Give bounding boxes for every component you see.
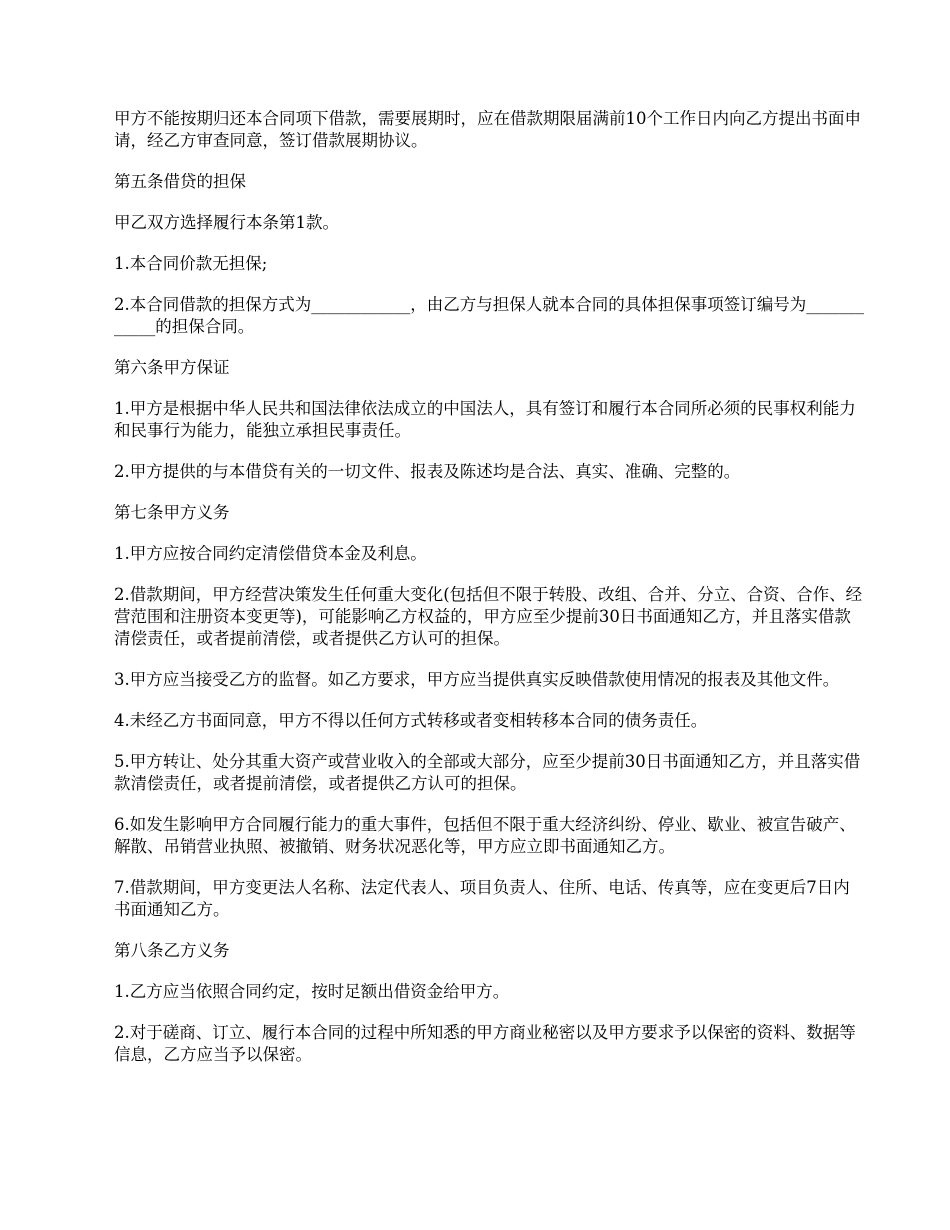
paragraph-article-8-item-2: 2.对于磋商、订立、履行本合同的过程中所知悉的甲方商业秘密以及甲方要求予以保密的资料、数据等信息，乙方应当予以保密。 [114,1023,856,1064]
paragraph-article-7-item-3: 3.甲方应当接受乙方的监督。如乙方要求，甲方应当提供真实反映借款使用情况的报表及其他文件。 [114,670,840,689]
paragraph-article-6-item-2: 2.甲方提供的与本借贷有关的一切文件、报表及陈述均是合法、真实、准确、完整的。 [114,462,741,481]
paragraph-article-5-choice: 甲乙双方选择履行本条第1款。 [114,213,339,232]
paragraph-article-7-item-6: 6.如发生影响甲方合同履行能力的重大事件，包括但不限于重大经济纠纷、停业、歇业、被宣告破产、解散、吊销营业执照、被撤销、财务状况恶化等，甲方应立即书面通知乙方。 [114,815,856,856]
heading-article-5: 第五条借贷的担保 [114,172,246,191]
paragraph-extension-request: 甲方不能按期归还本合同项下借款，需要展期时，应在借款期限届满前10个工作日内向乙方提出书面申请，经乙方审查同意，签订借款展期协议。 [114,109,861,150]
document-body [114,108,864,1085]
heading-article-7: 第七条甲方义务 [114,503,230,522]
heading-article-6: 第六条甲方保证 [114,358,230,377]
paragraph-article-8-item-1: 1.乙方应当依照合同约定，按时足额出借资金给甲方。 [114,982,510,1001]
paragraph-article-7-item-2: 2.借款期间，甲方经营决策发生任何重大变化(包括但不限于转股、改组、合并、分立、合资、合作、经营范围和注册资本变更等)，可能影响乙方权益的，甲方应至少提前30日书面通知乙方，并且落实借款清偿责任，或者提前清偿，或者提供乙方认可的担保。 [114,585,863,648]
heading-article-8: 第八条乙方义务 [114,941,230,960]
paragraph-article-7-item-4: 4.未经乙方书面同意，甲方不得以任何方式转移或者变相转移本合同的债务责任。 [114,711,708,730]
paragraph-article-7-item-1: 1.甲方应按合同约定清偿借贷本金及利息。 [114,544,427,563]
paragraph-article-6-item-1: 1.甲方是根据中华人民共和国法律依法成立的中国法人，具有签订和履行本合同所必须的民事权利能力和民事行为能力，能独立承担民事责任。 [114,399,856,440]
paragraph-article-7-item-5: 5.甲方转让、处分其重大资产或营业收入的全部或大部分，应至少提前30日书面通知乙方，并且落实借款清偿责任，或者提前清偿，或者提供乙方认可的担保。 [114,752,861,793]
paragraph-article-7-item-7: 7.借款期间，甲方变更法人名称、法定代表人、项目负责人、住所、电话、传真等，应在变更后7日内书面通知乙方。 [114,878,850,919]
paragraph-article-5-item-2: 2.本合同借款的担保方式为____________，由乙方与担保人就本合同的具体担保事项签订编号为____________的担保合同。 [114,295,864,336]
paragraph-article-5-item-1: 1.本合同价款无担保; [114,254,268,273]
